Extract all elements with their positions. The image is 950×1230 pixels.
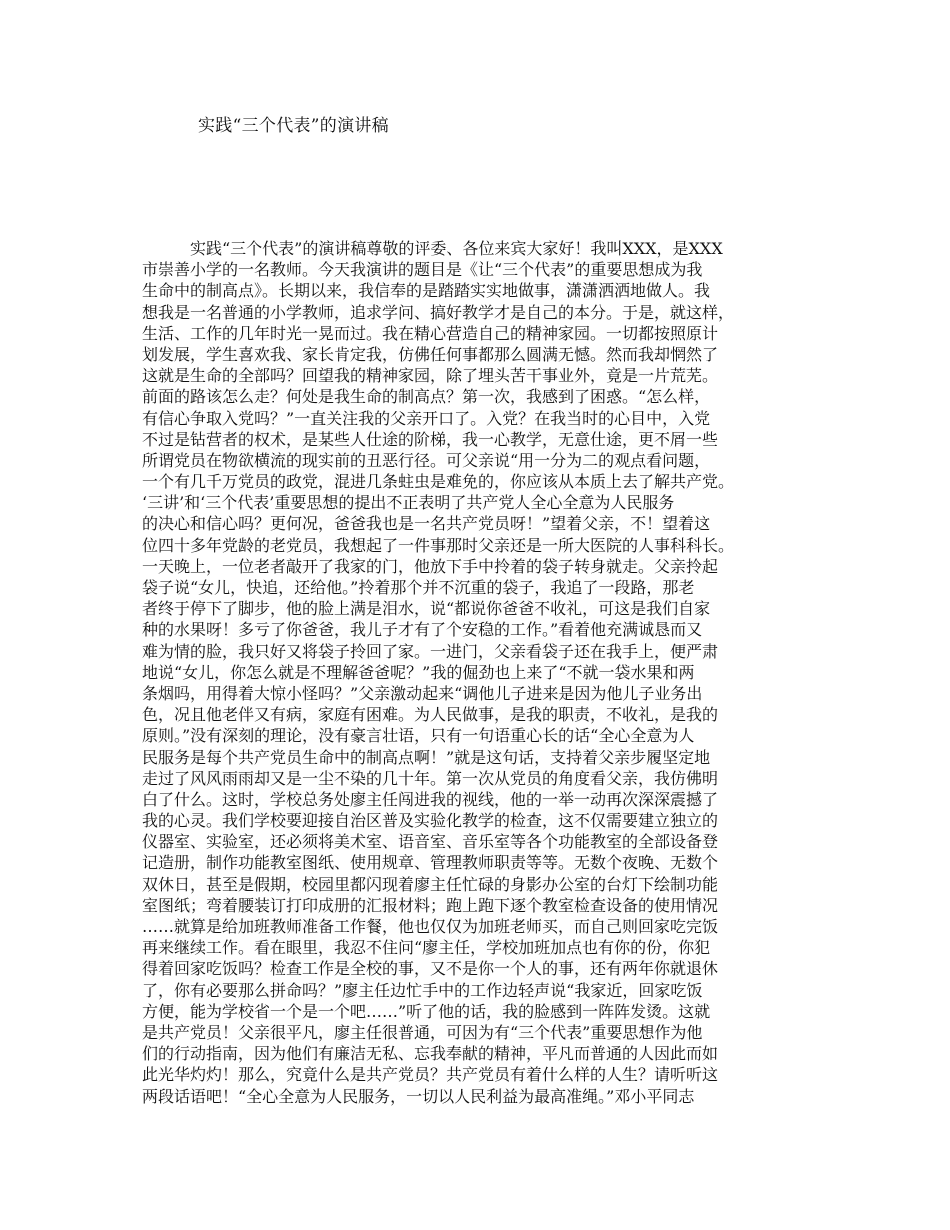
body-line: 们的行动指南，因为他们有廉洁无私、忘我奉献的精神，平凡而普通的人因此而如 [142,1044,719,1064]
body-line: 实践“三个代表”的演讲稿尊敬的评委、各位来宾大家好！我叫XXX，是XXX [142,239,723,258]
speech-body [142,238,822,1107]
body-line: 袋子说“女儿，快追，还给他。”拎着那个并不沉重的袋子，我追了一段路，那老 [142,578,695,597]
body-line: 不过是钻营者的权术，是某些人仕途的阶梯，我一心教学，无意仕途，更不屑一些 [142,429,719,449]
body-line: 有信心争取入党吗？”一直关注我的父亲开口了。入党？在我当时的心目中，入党 [142,408,711,428]
body-line: 前面的路该怎么走？何处是我生命的制高点？第一次，我感到了困惑。“怎么样， [142,387,711,407]
body-line: 想我是一名普通的小学教师，追求学问、搞好教学才是自己的本分。于是，就这样， [142,302,735,322]
body-line: 双休日，甚至是假期，校园里都闪现着廖主任忙碌的身影办公室的台灯下绘制功能 [142,874,719,894]
body-line: 原则。”没有深刻的理论，没有豪言壮语，只有一句语重心长的话“全心全意为人 [142,726,695,746]
body-line: 位四十多年党龄的老党员，我想起了一件事那时父亲还是一所大医院的人事科科长。 [142,535,735,555]
document-title: 实践“三个代表”的演讲稿 [198,116,389,136]
body-line: 民服务是每个共产党员生命中的制高点啊！”就是这句话，支持着父亲步履坚定地 [142,747,711,767]
body-line: 白了什么。这时，学校总务处廖主任闯进我的视线，他的一举一动再次深深震撼了 [142,789,719,809]
body-line: 这就是生命的全部吗？回望我的精神家园，除了埋头苦干事业外，竟是一片荒芜。 [142,366,719,386]
body-line: 条烟吗，用得着大惊小怪吗？”父亲激动起来“调他儿子进来是因为他儿子业务出 [142,683,703,703]
body-line: 所谓党员在物欲横流的现实前的丑恶行径。可父亲说“用一分为二的观点看问题， [142,450,711,470]
body-line: 一天晚上，一位老者敲开了我家的门，他放下手中拎着的袋子转身就走。父亲拎起 [142,556,719,576]
body-line: ……就算是给加班教师准备工作餐，他也仅仅为加班老师买，而自己则回家吃完饭 [142,917,719,936]
body-line: 种的水果呀！多亏了你爸爸，我儿子才有了个安稳的工作。”看着他充满诚恳而又 [142,620,703,640]
body-line: ‘三讲’和‘三个代表’重要思想的提出不正表明了共产党人全心全意为人民服务 [142,493,675,513]
body-line: 记造册，制作功能教室图纸、使用规章、管理教师职责等等。无数个夜晚、无数个 [142,853,719,873]
body-line: 一个有几千万党员的政党，混进几条蛀虫是难免的，你应该从本质上去了解共产党。 [142,472,735,492]
body-line: 了，你有必要那么拼命吗？”廖主任边忙手中的工作边轻声说“我家近，回家吃饭 [142,980,703,1000]
body-line: 两段话语吧！“全心全意为人民服务，一切以人民利益为最高准绳。”邓小平同志 [142,1086,695,1106]
body-line: 者终于停下了脚步，他的脸上满是泪水，说“都说你爸爸不收礼，可这是我们自家 [142,599,711,619]
body-line: 仪器室、实验室，还必须将美术室、语音室、音乐室等各个功能教室的全部设备登 [142,832,719,852]
body-line: 此光华灼灼！那么，究竟什么是共产党员？共产党员有着什么样的人生？请听听这 [142,1065,719,1085]
body-line: 难为情的脸，我只好又将袋子拎回了家。一进门，父亲看袋子还在我手上，便严肃 [142,641,719,661]
body-line: 地说“女儿，你怎么就是不理解爸爸呢？”我的倔劲也上来了“不就一袋水果和两 [142,662,695,682]
body-line: 室图纸；弯着腰装订打印成册的汇报材料；跑上跑下逐个教室检查设备的使用情况 [142,895,719,915]
body-line: 色，况且他老伴又有病，家庭有困难。为人民做事，是我的职责，不收礼，是我的 [142,705,719,725]
body-line: 生命中的制高点》。长期以来，我信奉的是踏踏实实地做事，潇潇洒洒地做人。我 [142,281,711,301]
body-line: 生活、工作的几年时光一晃而过。我在精心营造自己的精神家园。一切都按照原计 [142,323,719,343]
body-line: 的决心和信心吗？更何况，爸爸我也是一名共产党员呀！”望着父亲，不！望着这 [142,514,711,534]
body-line: 市崇善小学的一名教师。今天我演讲的题目是《让“三个代表”的重要思想成为我 [142,260,703,280]
body-line: 是共产党员！父亲很平凡，廖主任很普通，可因为有“三个代表”重要思想作为他 [142,1022,703,1042]
body-line: 得着回家吃饭吗？检查工作是全校的事，又不是你一个人的事，还有两年你就退休 [142,959,719,979]
body-line: 再来继续工作。看在眼里，我忍不住问“廖主任，学校加班加点也有你的份，你犯 [142,938,711,958]
body-line: 走过了风风雨雨却又是一尘不染的几十年。第一次从党员的角度看父亲，我仿佛明 [142,768,719,788]
body-line: 划发展，学生喜欢我、家长肯定我，仿佛任何事都那么圆满无憾。然而我却惘然了 [142,344,719,364]
body-line: 我的心灵。我们学校要迎接自治区普及实验化教学的检查，这不仅需要建立独立的 [142,811,719,831]
body-line: 方便，能为学校省一个是一个吧……”听了他的话，我的脸感到一阵阵发烫。这就 [142,1001,711,1021]
